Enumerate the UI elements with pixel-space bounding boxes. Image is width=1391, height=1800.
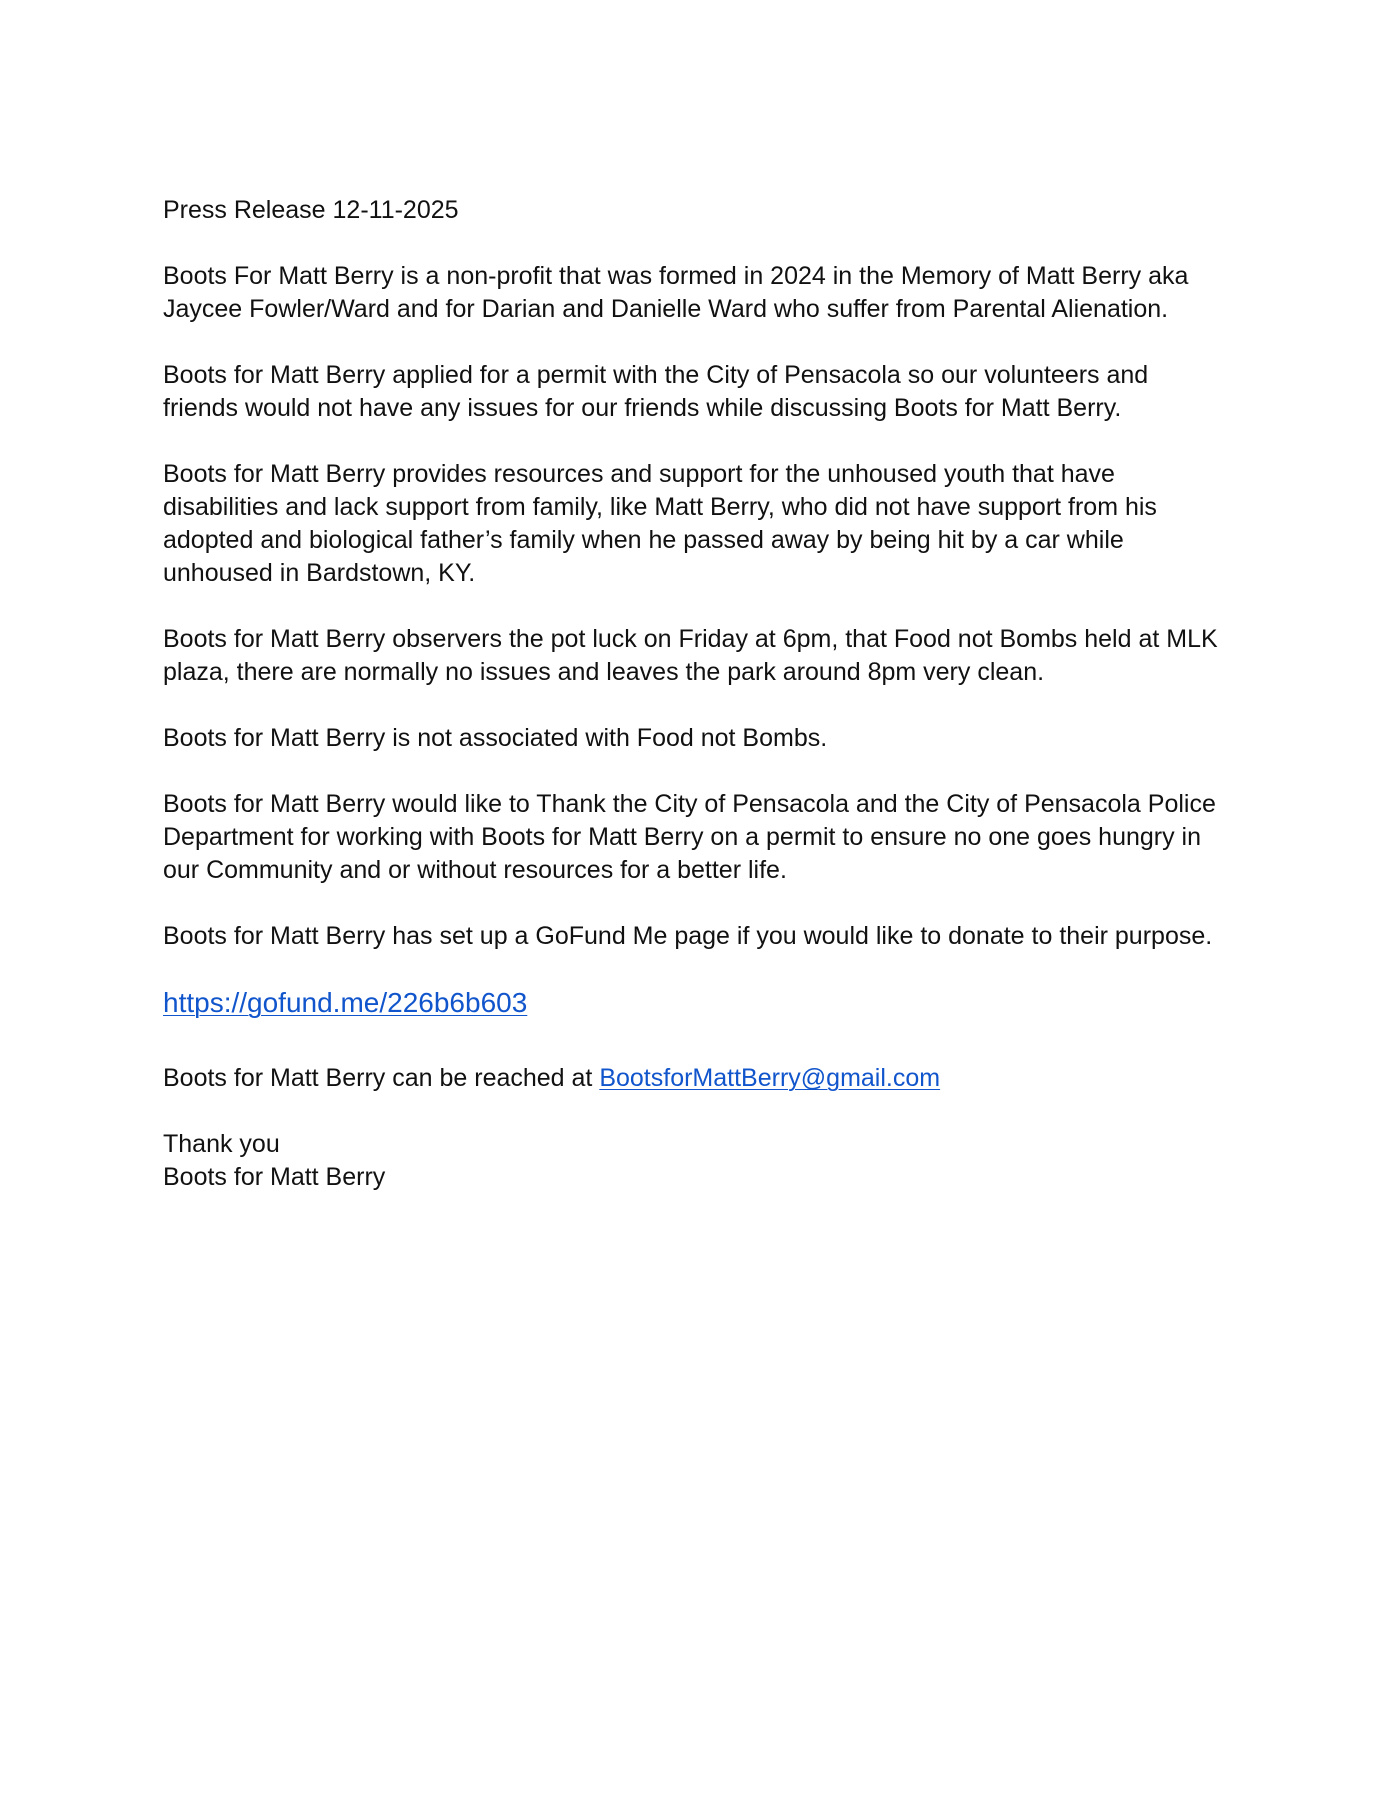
paragraph-thanks	[163, 788, 1243, 887]
paragraph-line: plaza, there are normally no issues and leaves the park around 8pm very clean.	[163, 658, 1045, 686]
paragraph-line: Jaycee Fowler/Ward and for Darian and Danielle Ward who suffer from Parental Alienation.	[163, 295, 1169, 323]
paragraph-line: Boots for Matt Berry observers the pot luck on Friday at 6pm, that Food not Bombs held at MLK	[163, 625, 1218, 653]
title-line: Press Release 12-11-2025	[163, 196, 459, 224]
paragraph-about	[163, 260, 1243, 326]
document-title	[163, 194, 1243, 227]
paragraph-line: Boots for Matt Berry has set up a GoFund Me page if you would like to donate to their purpose.	[163, 922, 1213, 950]
paragraph-line: our Community and or without resources for a better life.	[163, 856, 787, 884]
closing-line: Thank you	[163, 1130, 280, 1158]
paragraph-line: Boots for Matt Berry would like to Thank the City of Pensacola and the City of Pensacola Police	[163, 790, 1216, 818]
paragraph-resources	[163, 458, 1243, 590]
paragraph-line: disabilities and lack support from family, like Matt Berry, who did not have support from his	[163, 493, 1157, 521]
paragraph-not-associated	[163, 722, 1243, 755]
gofund-link[interactable]: https://gofund.me/226b6b603	[163, 987, 528, 1018]
paragraph-gofund	[163, 920, 1243, 953]
press-release-body	[163, 194, 1243, 1227]
paragraph-permit	[163, 359, 1243, 425]
contact-text: Boots for Matt Berry can be reached at	[163, 1064, 600, 1092]
email-link[interactable]: BootsforMattBerry@gmail.com	[599, 1064, 941, 1092]
paragraph-line: Boots For Matt Berry is a non-profit that was formed in 2024 in the Memory of Matt Berry aka	[163, 262, 1189, 290]
paragraph-line: Boots for Matt Berry provides resources and support for the unhoused youth that have	[163, 460, 1115, 488]
paragraph-line: Boots for Matt Berry applied for a permit with the City of Pensacola so our volunteers and	[163, 361, 1149, 389]
paragraph-pot-luck	[163, 623, 1243, 689]
closing-signature	[163, 1128, 1243, 1194]
paragraph-contact	[163, 1062, 1243, 1095]
paragraph-line: Boots for Matt Berry is not associated with Food not Bombs.	[163, 724, 828, 752]
gofund-link-paragraph	[163, 986, 1243, 1019]
signature-line: Boots for Matt Berry	[163, 1163, 386, 1191]
paragraph-line: unhoused in Bardstown, KY.	[163, 559, 476, 587]
paragraph-line: Department for working with Boots for Matt Berry on a permit to ensure no one goes hungry in	[163, 823, 1202, 851]
paragraph-line: friends would not have any issues for our friends while discussing Boots for Matt Berry.	[163, 394, 1122, 422]
paragraph-line: adopted and biological father’s family when he passed away by being hit by a car while	[163, 526, 1124, 554]
